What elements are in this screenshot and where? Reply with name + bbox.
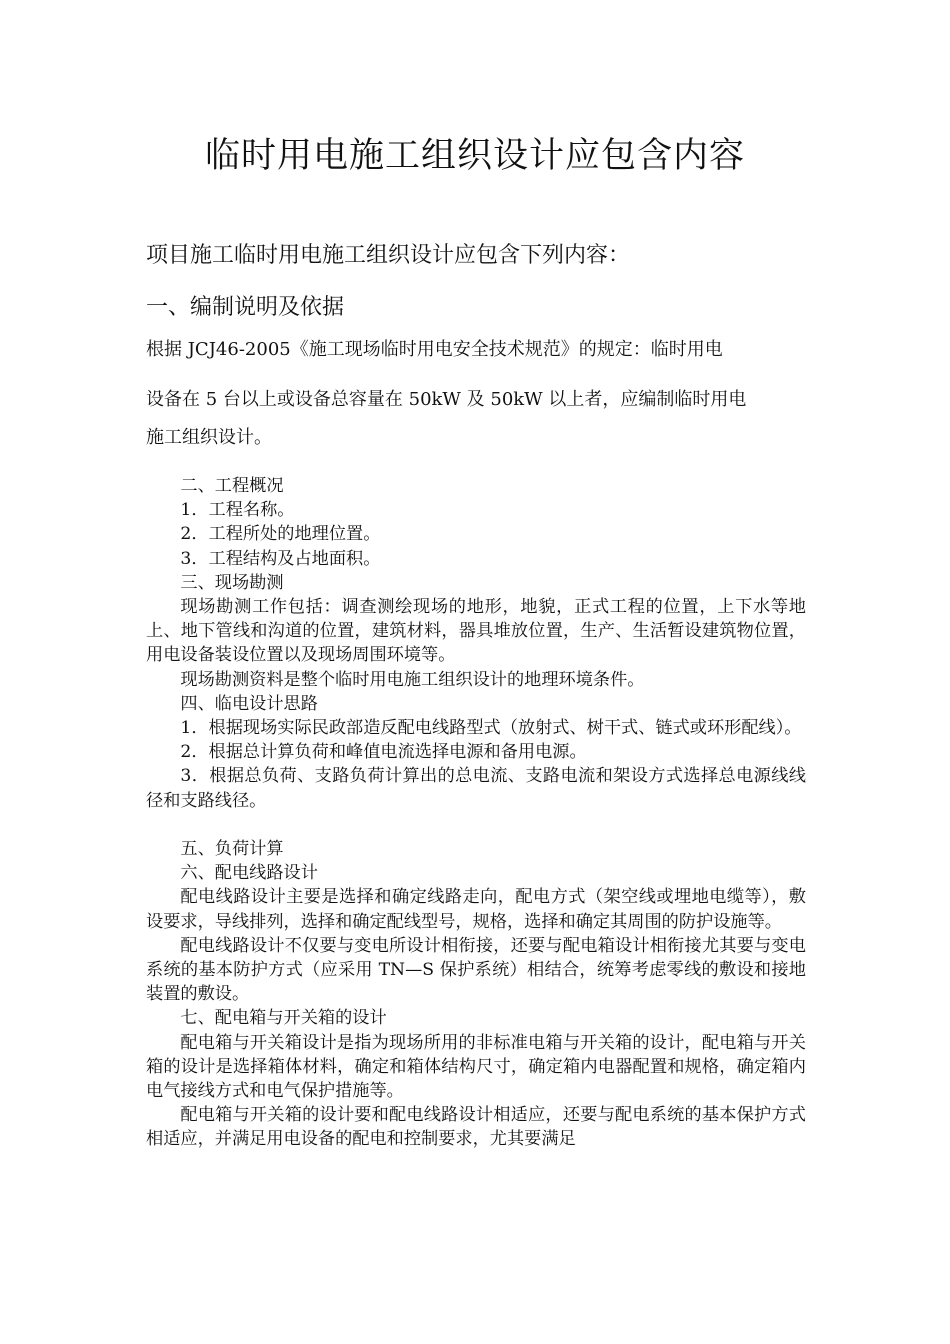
- paragraph: 现场勘测资料是整个临时用电施工组织设计的地理环境条件。: [180, 669, 645, 690]
- heading-load-calc: 五、负荷计算: [180, 839, 284, 860]
- heading-overview: 二、工程概况: [180, 476, 284, 496]
- paragraph: 配电箱与开关箱的设计要和配电线路设计相适应，还要与配电系统的基本保护方式相适应，并满足用电设备的配电和控制要求，尤其要满足: [146, 1105, 806, 1150]
- section1-heading: 一、编制说明及依据: [146, 295, 345, 320]
- heading-survey: 三、现场勘测: [180, 572, 284, 593]
- list-item: 1．工程名称。: [180, 500, 295, 521]
- section1-line-2: 设备在 5 台以上或设备总容量在 50kW 及 50kW 以上者，应编制临时用电: [146, 389, 747, 410]
- list-item: 2．工程所处的地理位置。: [180, 524, 381, 545]
- section1-line-3: 施工组织设计。: [146, 427, 272, 448]
- document-body: [146, 474, 806, 1152]
- document-title: 临时用电施工组织设计应包含内容: [204, 136, 745, 176]
- list-item: 3．根据总负荷、支路负荷计算出的总电流、支路电流和架设方式选择总电源线线径和支路线径。: [146, 766, 806, 811]
- list-item: 1．根据现场实际民政部造反配电线路型式（放射式、树干式、链式或环形配线）。: [180, 718, 802, 739]
- list-item: 3．工程结构及占地面积。: [180, 548, 381, 569]
- paragraph: 配电线路设计不仅要与变电所设计相衔接，还要与配电箱设计相衔接尤其要与变电系统的基本防护方式（应采用 TN—S 保护系统）相结合，统筹考虑零线的敷设和接地装置的敷设。: [146, 935, 806, 1005]
- section1-line-1: 根据 JCJ46-2005《施工现场临时用电安全技术规范》的规定：临时用电: [146, 339, 723, 360]
- paragraph: 现场勘测工作包括：调查测绘现场的地形，地貌，正式工程的位置，上下水等地上、地下管线和沟道的位置，建筑材料，器具堆放位置，生产、生活暂设建筑物位置，用电设备装设位置以及现场周围环境等。: [146, 597, 806, 666]
- heading-line-design: 六、配电线路设计: [180, 863, 318, 884]
- list-item: 2．根据总计算负荷和峰值电流选择电源和备用电源。: [180, 742, 587, 763]
- heading-design-approach: 四、临电设计思路: [180, 693, 318, 714]
- paragraph: 配电线路设计主要是选择和确定线路走向，配电方式（架空线或埋地电缆等），敷设要求，导线排列，选择和确定配线型号，规格，选择和确定其周围的防护设施等。: [146, 887, 806, 932]
- paragraph: 配电箱与开关箱设计是指为现场所用的非标准电箱与开关箱的设计，配电箱与开关箱的设计是选择箱体材料，确定和箱体结构尺寸，确定箱内电器配置和规格，确定箱内电气接线方式和电气保护措施等。: [146, 1032, 806, 1102]
- intro-heading: 项目施工临时用电施工组织设计应包含下列内容：: [146, 243, 631, 268]
- heading-box-design: 七、配电箱与开关箱的设计: [180, 1008, 387, 1029]
- blank-line: [146, 813, 806, 837]
